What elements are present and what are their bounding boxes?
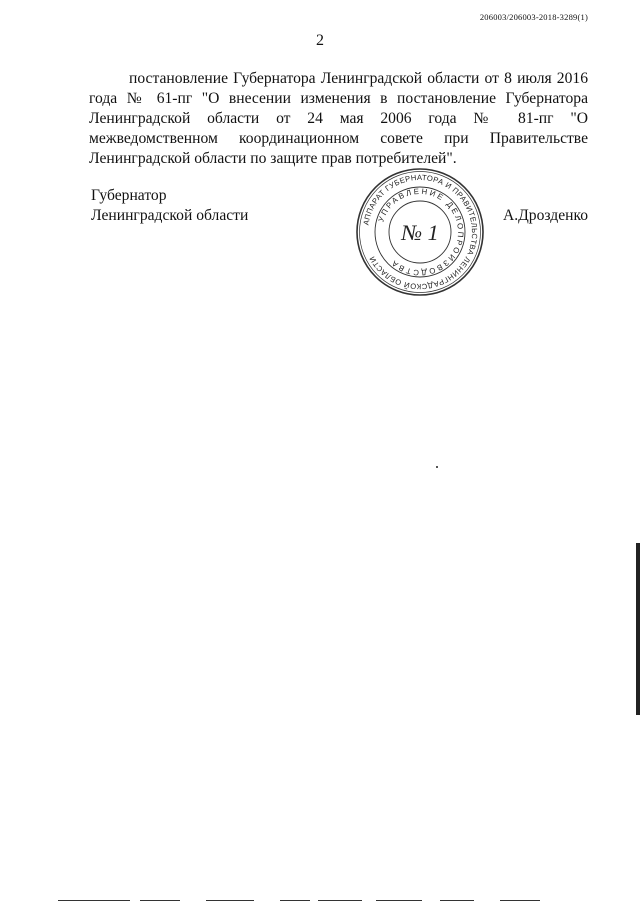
signer-name: А.Дрозденко [503,207,589,224]
stamp-inner-text: УПРАВЛЕНИЕ ДЕЛОПРОИЗВОДСТВА [376,186,466,278]
stamp-outer-text: АППАРАТ ГУБЕРНАТОРА И ПРАВИТЕЛЬСТВА ЛЕНИНГРАДСКОЙ ОБЛАСТИ [361,172,480,292]
footer-rule [500,900,540,901]
footer-rule [58,900,130,901]
footer-rule [440,900,474,901]
scan-edge-mark [636,543,640,715]
page-number: 2 [316,32,324,49]
footer-rule [376,900,422,901]
footer-rule [318,900,362,901]
footer-rule [280,900,310,901]
document-id: 206003/206003-2018-3289(1) [479,12,588,22]
scan-speck [436,466,438,468]
official-stamp [352,164,488,300]
signer-title-line-2: Ленинградской области [91,207,249,224]
signer-title-line-1: Губернатор [91,187,167,204]
stamp-number: № 1 [401,220,439,245]
body-paragraph: постановление Губернатора Ленинградской области от 8 июля 2016 года № 61-пг "О внесении изменения в постановление Губернатора Ленинградской области от 24 мая 2006 года № 81-пг "О межведомственном координационном совете при Правительстве Ленинградской области по защите прав потребителей". [89,70,588,167]
footer-rule [140,900,180,901]
footer-rule [206,900,254,901]
signer-title [91,186,248,226]
